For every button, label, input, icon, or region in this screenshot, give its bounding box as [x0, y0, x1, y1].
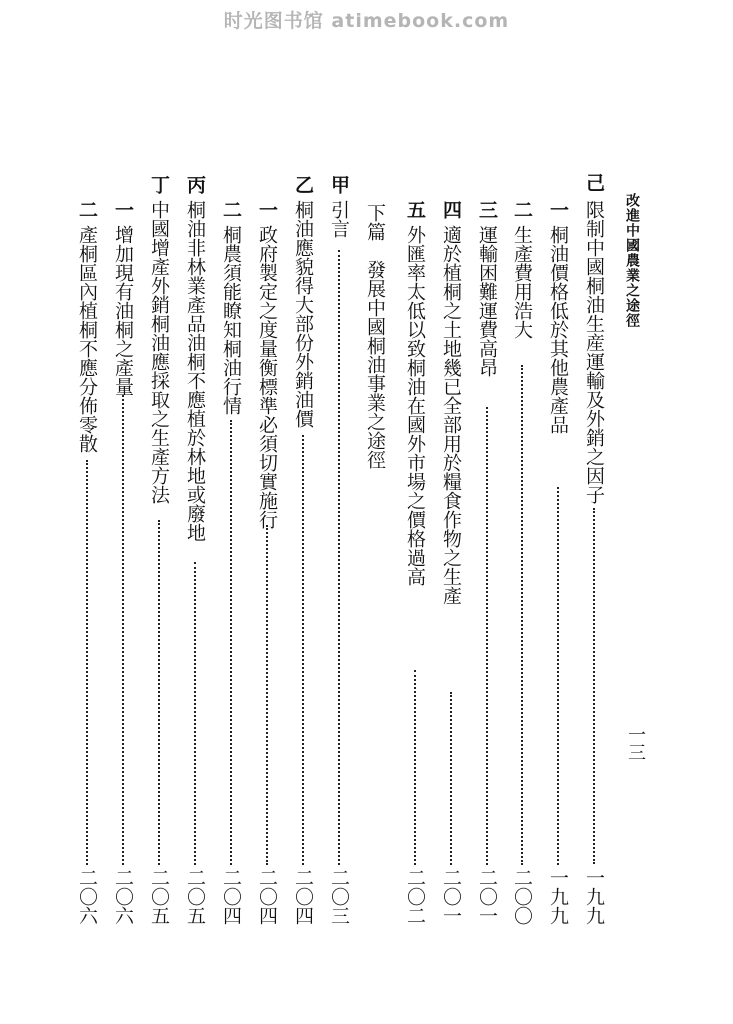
toc-page-ref: 二〇六: [112, 868, 134, 925]
toc-page-ref: 二〇五: [148, 868, 170, 925]
toc-page-ref: 二〇四: [256, 868, 278, 925]
toc-marker: 乙: [292, 175, 314, 194]
toc-entry-text: 桐油應貌得大部份外銷油價: [292, 200, 314, 428]
toc-marker: 二: [220, 200, 242, 219]
toc-marker: 一: [256, 200, 278, 219]
toc-page-ref: 二〇三: [328, 868, 350, 925]
toc-marker: 五: [404, 200, 426, 219]
toc-page-ref: 一九九: [583, 868, 605, 925]
toc-entry-text: 中國增產外銷桐油應採取之生產方法: [148, 200, 170, 504]
leader-dots: [230, 420, 234, 865]
leader-dots: [338, 250, 342, 865]
toc-page-ref: 二〇五: [184, 868, 206, 925]
leader-dots: [521, 365, 525, 865]
toc-entry-text: 適於植桐之土地幾已全部用於糧食作物之生產: [440, 225, 462, 605]
toc-entry-text: 產桐區內植桐不應分佈零散: [76, 225, 98, 453]
toc-page-ref: 一九九: [547, 868, 569, 925]
toc-marker: 四: [440, 200, 462, 219]
toc-entry-text: 增加現有油桐之產量: [112, 225, 134, 396]
toc-marker: 甲: [328, 175, 350, 194]
leader-dots: [414, 670, 418, 865]
toc-page-ref: 二〇四: [220, 868, 242, 925]
leader-dots: [122, 395, 126, 865]
leader-dots: [557, 487, 561, 865]
part-heading: 下篇 發展中國桐油事業之途徑: [364, 203, 386, 469]
toc-entry-text: 引言: [328, 200, 350, 238]
leader-dots: [86, 460, 90, 865]
toc-entry-text: 運輸困難運費高昂: [476, 225, 498, 377]
toc-marker: 一: [112, 200, 134, 219]
leader-dots: [450, 692, 454, 865]
toc-entry-text: 生產費用浩大: [511, 225, 533, 339]
page-number: 一三: [625, 725, 646, 761]
toc-entry-text: 桐油價格低於其他農產品: [547, 225, 569, 434]
leader-dots: [593, 508, 597, 864]
watermark: 时光图书馆 atimebook.com: [223, 10, 510, 32]
toc-entry-text: 桐油非林業產品油桐不應植於林地或廢地: [184, 200, 206, 542]
toc-marker: 二: [511, 200, 533, 219]
toc-entry-text: 政府製定之度量衡標準必須切實施行: [256, 225, 278, 529]
toc-page-ref: 二〇一: [476, 868, 498, 925]
toc-marker: 己: [583, 173, 605, 192]
toc-marker: 丙: [184, 175, 206, 194]
leader-dots: [486, 407, 490, 865]
toc-marker: 一: [547, 200, 569, 219]
running-title: 改進中國農業之途徑: [624, 193, 640, 328]
leader-dots: [158, 520, 162, 865]
toc-page-ref: 二〇一: [440, 868, 462, 925]
toc-page-ref: 二〇二: [404, 868, 426, 925]
leader-dots: [302, 435, 306, 865]
toc-page-ref: 二〇〇: [511, 868, 533, 925]
toc-marker: 三: [476, 200, 498, 219]
toc-entry-text: 限制中國桐油生産運輸及外銷之因子: [583, 200, 605, 504]
toc-entry-text: 外匯率太低以致桐油在國外市場之價格過高: [404, 225, 426, 586]
toc-marker: 丁: [148, 175, 170, 194]
toc-marker: 二: [76, 200, 98, 219]
toc-page-ref: 二〇四: [292, 868, 314, 925]
leader-dots: [194, 562, 198, 865]
toc-entry-text: 桐農須能瞭知桐油行情: [220, 225, 242, 415]
toc-page-ref: 二〇六: [76, 868, 98, 925]
leader-dots: [266, 525, 270, 865]
